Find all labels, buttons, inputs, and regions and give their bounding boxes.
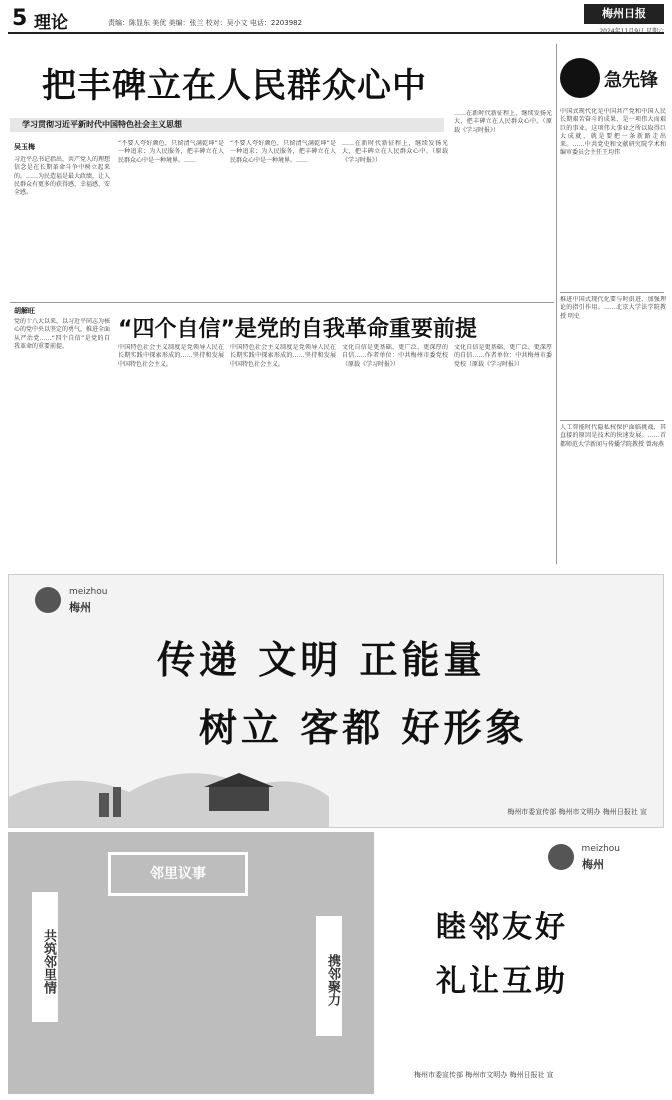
slogan-line-1: 睦邻友好 (436, 910, 568, 945)
pavilion-sign: 邻里议事 (108, 852, 248, 896)
second-col-1: 党的十八大以来，以习近平同志为核心的党中央以坚定的勇气，推进全面从严治党……“四个自信”是党的自我革命的重要前提。 (14, 318, 110, 350)
public-service-banner-2 (8, 832, 664, 1094)
slogan-line-2: 树立 客都 好形象 (199, 706, 528, 750)
section-title: 理论 (34, 13, 68, 33)
second-byline: 胡解旺 (14, 307, 35, 315)
second-col-5: 文化自信是更基础、更广泛、更深厚的自信……作者单位：中共梅州市委党校（原载《学习时报》） (454, 344, 552, 368)
public-service-banner-1 (8, 574, 664, 828)
right-col-text-2: 推进中国式现代化要与时俱进，加强理论的指引作用。……北京大学法学院教授 明史 (560, 296, 666, 320)
skyline-illustration (9, 737, 329, 827)
right-col-text-1: 中国式现代化是中国共产党和中国人民长期艰苦奋斗的成果，是一项伟大而艰巨的事业。这项伟大事业之所以取得巨大成就，就是要把一条新路走出来。……中共党史和文献研究院学术和编审委员会主任王均伟 (560, 108, 666, 157)
second-headline: “四个自信”是党的自我革命重要前提 (118, 317, 477, 342)
second-col-4: 文化自信是更基础、更广泛、更深厚的自信……作者单位：中共梅州市委党校（原载《学习时报》） (342, 344, 448, 368)
divider (560, 292, 664, 293)
pillar-sign-right: 携邻聚力 (316, 916, 342, 1036)
meizhou-logo-icon (35, 587, 61, 613)
meizhou-logo-icon (548, 844, 574, 870)
page-header (8, 4, 664, 34)
slogan-line-1: 传递 文明 正能量 (157, 638, 486, 682)
right-col-text-3: 人工智能时代隐私权保护面临挑战，其直接的原因是技术的快速发展。……首都师范大学新闻与传播学院教授 曾海燕 (560, 424, 666, 448)
lead-col-5: ……在新时代新征程上，继续发扬光大，把丰碑立在人民群众心中。（原载《学习时报》） (454, 110, 552, 134)
divider (556, 44, 557, 564)
brand-name: meizhou (581, 844, 620, 854)
masthead-logo: 梅州日报 (584, 4, 664, 24)
second-col-3: 中国特色社会主义制度是党领导人民在长期实践中探索形成的……坚持和发展中国特色社会主义。 (230, 344, 336, 368)
community-photo (8, 832, 374, 1094)
second-col-2: 中国特色社会主义制度是党领导人民在长期实践中探索形成的……坚持和发展中国特色社会主义。 (118, 344, 224, 368)
brand-name: meizhou (69, 587, 108, 597)
right-column-header (560, 54, 670, 102)
lead-col-2: “不要人夸好颜色，只留清气满乾坤”是一种追求；为人民服务，把丰碑立在人民群众心中是一种境界。…… (118, 140, 224, 164)
divider (560, 420, 664, 421)
brand-name-cn: 梅州 (69, 601, 91, 614)
sponsor-line: 梅州市委宣传部 梅州市文明办 梅州日报社 宣 (507, 808, 647, 816)
pillar-sign-left: 共筑邻里情 (32, 892, 58, 1022)
slogan-line-2: 礼让互助 (436, 964, 568, 999)
page-number: 5 (12, 6, 28, 31)
sponsor-line: 梅州市委宣传部 梅州市文明办 梅州日报社 宣 (414, 1071, 554, 1079)
issue-date: 2024年11月9日 星期六 (599, 28, 664, 35)
lead-col-1: 习近平总书记指出，共产党人的理想信念是在长期革命斗争中树立起来的。……为民造福是最大政绩，让人民群众有更多的获得感、幸福感、安全感。 (14, 156, 110, 197)
divider (10, 302, 554, 303)
editor-meta: 责编：陈显东 美优 美编：张兰 校对：吴小文 电话：2203982 (108, 19, 303, 27)
flag-icon (560, 58, 600, 98)
lead-col-4: ……在新时代新征程上，继续发扬光大，把丰碑立在人民群众心中。（原载《学习时报》） (342, 140, 448, 164)
lead-col-3: “不要人夸好颜色，只留清气满乾坤”是一种追求；为人民服务，把丰碑立在人民群众心中是一种境界。…… (230, 140, 336, 164)
lead-headline: 把丰碑立在人民群众心中 (42, 66, 427, 106)
brand-name-cn: 梅州 (582, 858, 604, 871)
right-column-label: 急先锋 (604, 70, 658, 91)
lead-byline: 吴玉梅 (14, 143, 35, 151)
lead-banner: 学习贯彻习近平新时代中国特色社会主义思想 (10, 118, 444, 132)
banner-2-text-panel (374, 832, 664, 1094)
